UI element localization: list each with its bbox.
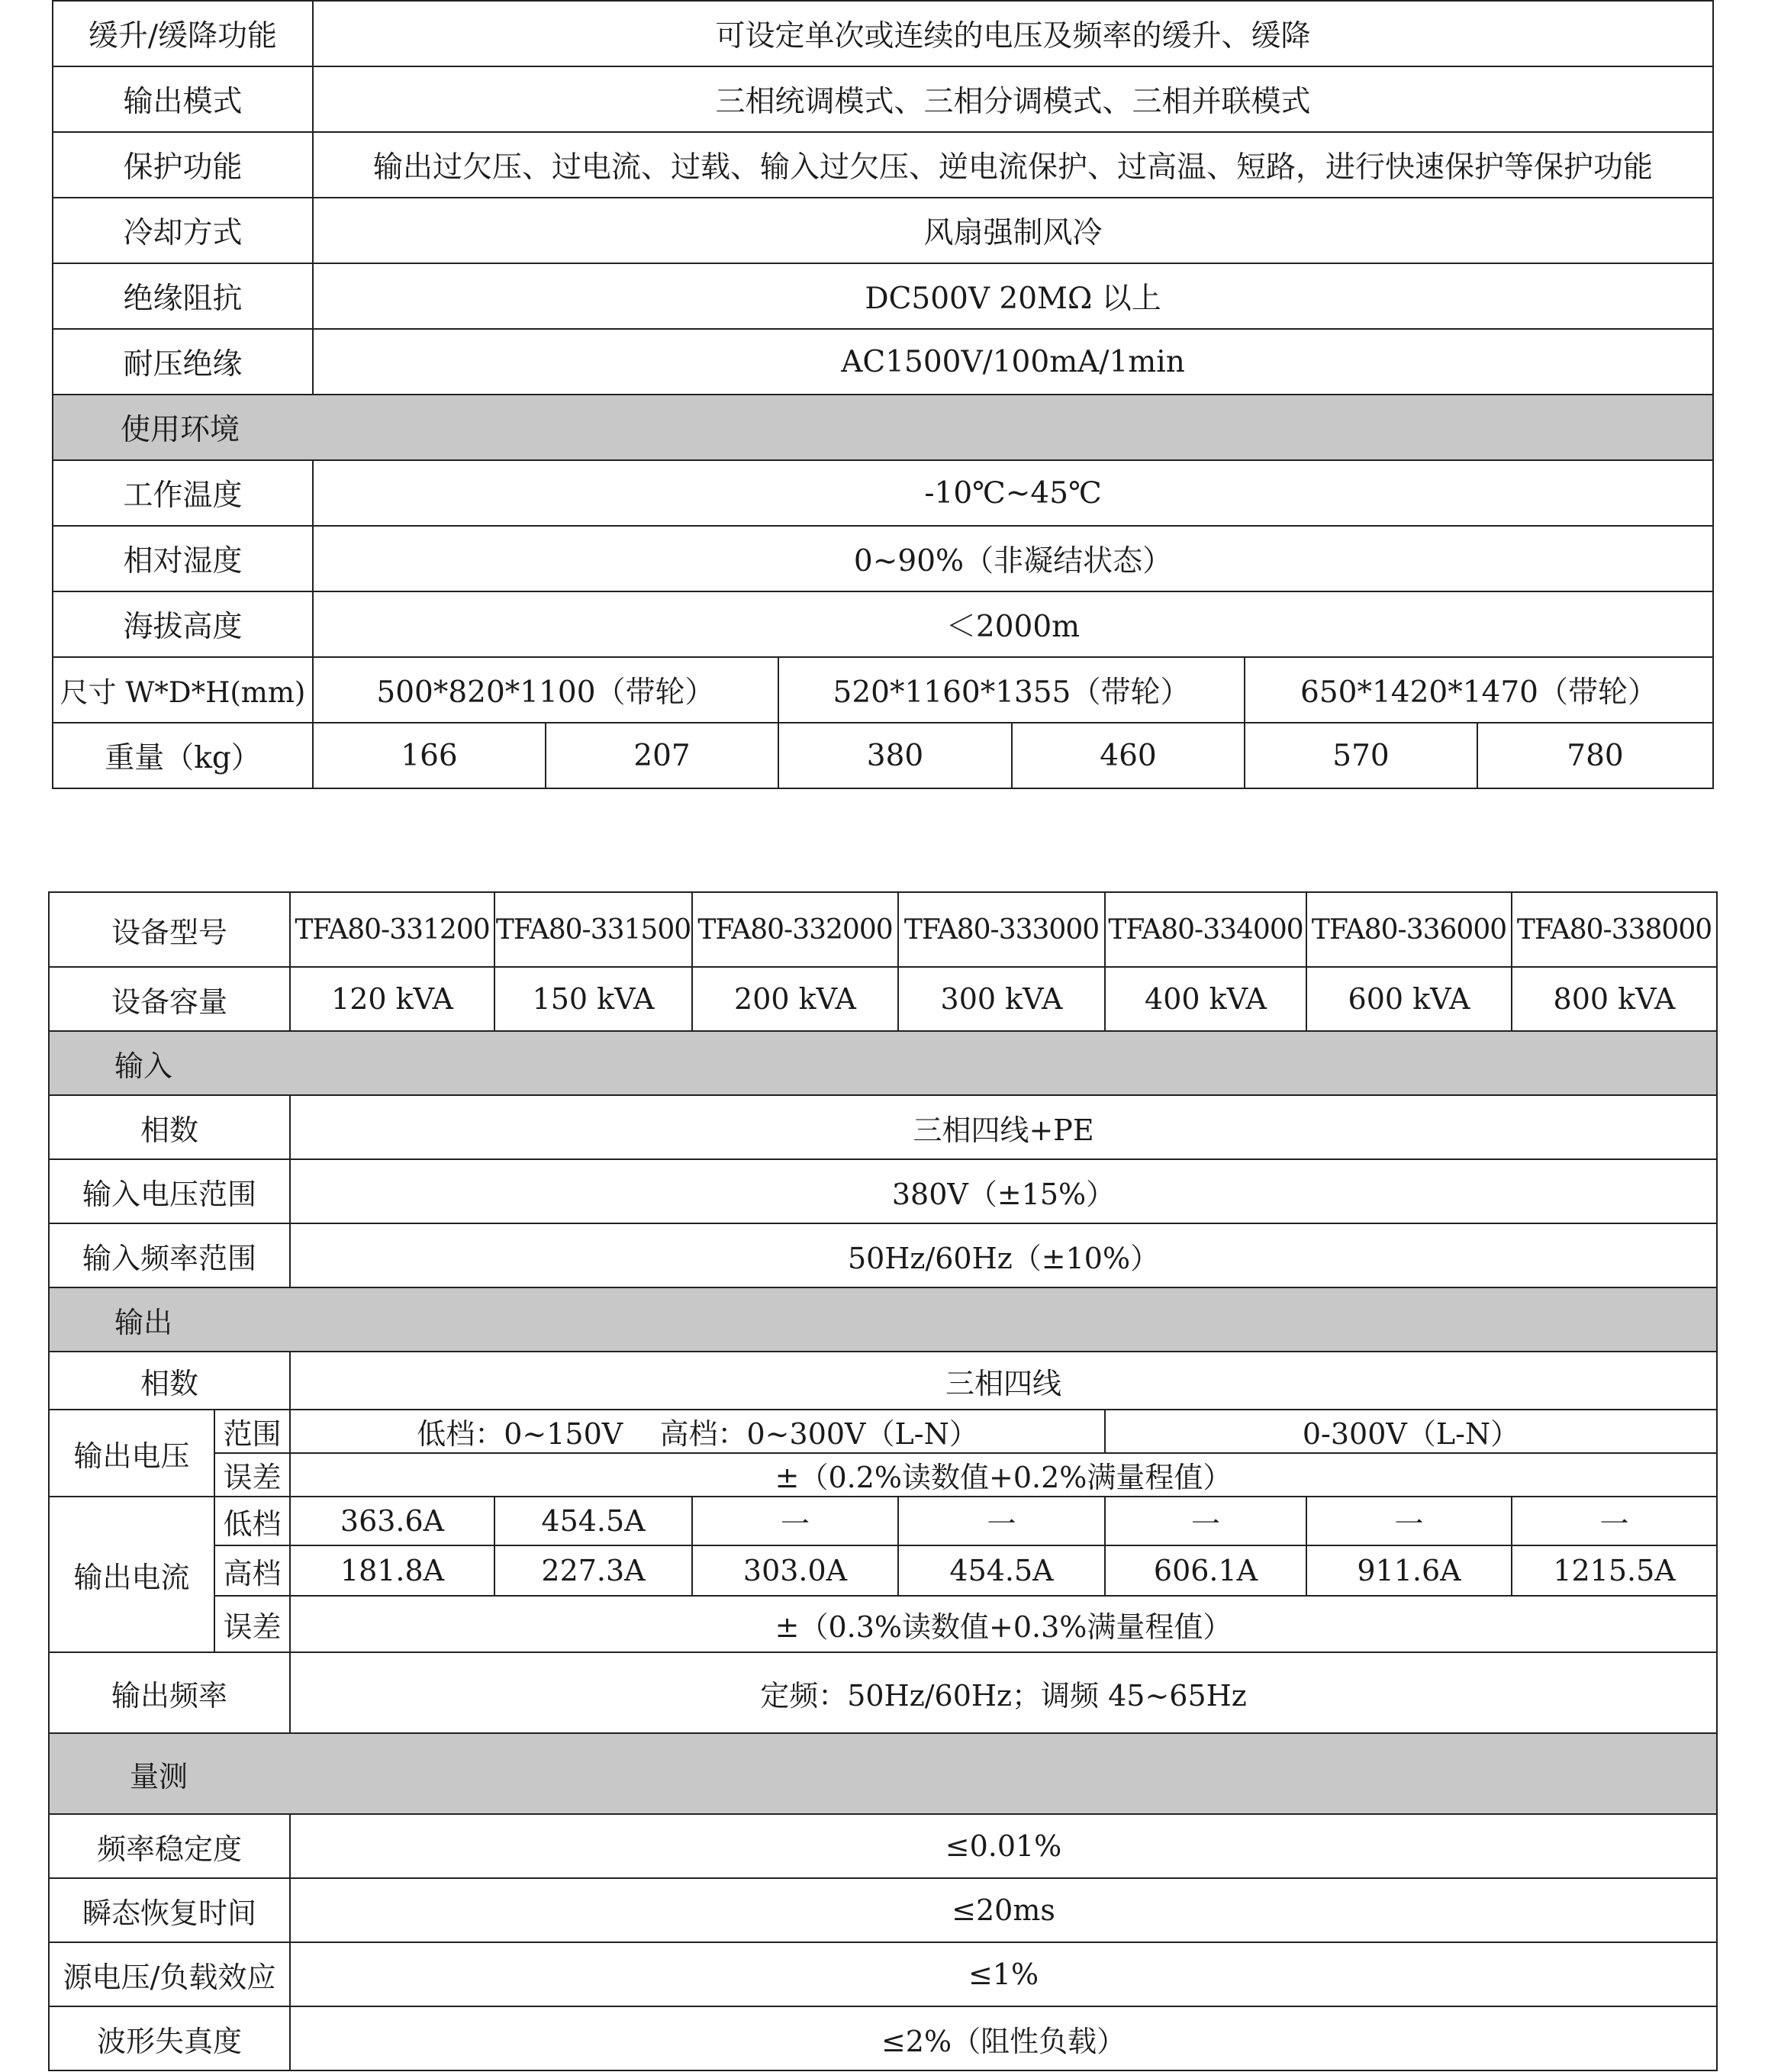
output-voltage-error-row <box>49 1453 1717 1497</box>
current-cell: 227.3A <box>494 1545 692 1596</box>
row-value: 可设定单次或连续的电压及频率的缓升、缓降 <box>313 1 1713 66</box>
current-cell: 606.1A <box>1105 1545 1306 1596</box>
table-row <box>53 66 1713 132</box>
row-label: 缓升/缓降功能 <box>53 1 313 66</box>
current-cell: 一 <box>1512 1497 1717 1545</box>
table-row <box>49 1652 1717 1733</box>
sub-label: 范围 <box>214 1410 290 1453</box>
current-cell: 911.6A <box>1306 1545 1512 1596</box>
section-header-measurement: 量测 <box>49 1733 1717 1814</box>
row-label: 耐压绝缘 <box>53 329 313 395</box>
row-value: 风扇强制风冷 <box>313 198 1713 263</box>
capacity-cell: 300 kVA <box>898 967 1105 1031</box>
model-cell: TFA80-331200 <box>290 892 494 967</box>
weight-cell: 166 <box>313 723 546 788</box>
section-header-input: 输入 <box>49 1031 1717 1095</box>
capacity-cell: 800 kVA <box>1512 967 1717 1031</box>
table-row <box>53 1 1713 66</box>
current-cell: 一 <box>898 1497 1105 1545</box>
table-row <box>53 263 1713 329</box>
row-label: 输出电流 <box>49 1497 214 1652</box>
output-voltage-range-row <box>49 1410 1717 1453</box>
row-value: 0~90%（非凝结状态） <box>313 526 1713 591</box>
capacity-cell: 200 kVA <box>692 967 898 1031</box>
row-label: 相对湿度 <box>53 526 313 591</box>
capacity-cell: 600 kVA <box>1306 967 1512 1031</box>
row-label: 输入电压范围 <box>49 1159 290 1223</box>
row-label: 瞬态恢复时间 <box>49 1878 290 1942</box>
weight-cell: 780 <box>1477 723 1713 788</box>
current-cell: 一 <box>1306 1497 1512 1545</box>
table-row <box>49 1352 1717 1410</box>
weight-cell: 380 <box>778 723 1012 788</box>
current-cell: 1215.5A <box>1512 1545 1717 1596</box>
current-cell: 363.6A <box>290 1497 494 1545</box>
table-row <box>53 329 1713 395</box>
voltage-range-value: 低档：0~150V 高档：0~300V（L-N） <box>290 1410 1105 1453</box>
table-row <box>53 723 1713 788</box>
row-label: 保护功能 <box>53 132 313 198</box>
capacity-cell: 120 kVA <box>290 967 494 1031</box>
row-label: 海拔高度 <box>53 591 313 657</box>
row-label: 源电压/负载效应 <box>49 1942 290 2006</box>
size-cell: 500*820*1100（带轮） <box>313 657 778 723</box>
model-cell: TFA80-331500 <box>494 892 692 967</box>
model-cell: TFA80-333000 <box>898 892 1105 967</box>
model-cell: TFA80-336000 <box>1306 892 1512 967</box>
current-cell: 454.5A <box>494 1497 692 1545</box>
row-value: 380V（±15%） <box>290 1159 1717 1223</box>
current-cell: 一 <box>692 1497 898 1545</box>
sub-label: 误差 <box>214 1596 290 1652</box>
row-value: 三相统调模式、三相分调模式、三相并联模式 <box>313 66 1713 132</box>
weight-cell: 460 <box>1012 723 1245 788</box>
sub-label: 低档 <box>214 1497 290 1545</box>
section-header-row <box>53 395 1713 460</box>
output-current-high-row <box>49 1545 1717 1596</box>
row-value: 50Hz/60Hz（±10%） <box>290 1223 1717 1287</box>
current-error-value: ±（0.3%读数值+0.3%满量程值） <box>290 1596 1717 1652</box>
table-row <box>49 1878 1717 1942</box>
row-label: 绝缘阻抗 <box>53 263 313 329</box>
section-header-row <box>49 1287 1717 1352</box>
table-row <box>53 460 1713 526</box>
section-header-environment: 使用环境 <box>53 395 1713 460</box>
row-value: 三相四线 <box>290 1352 1717 1410</box>
row-label: 设备型号 <box>49 892 290 967</box>
row-value: DC500V 20MΩ 以上 <box>313 263 1713 329</box>
current-cell: 一 <box>1105 1497 1306 1545</box>
size-cell: 520*1160*1355（带轮） <box>778 657 1245 723</box>
table-row <box>53 198 1713 263</box>
capacity-row <box>49 967 1717 1031</box>
weight-cell: 207 <box>546 723 778 788</box>
row-label: 输出电压 <box>49 1410 214 1497</box>
row-label: 输入频率范围 <box>49 1223 290 1287</box>
weight-cell: 570 <box>1245 723 1477 788</box>
row-label: 设备容量 <box>49 967 290 1031</box>
row-value: ＜2000m <box>313 591 1713 657</box>
row-label: 输出模式 <box>53 66 313 132</box>
model-row <box>49 892 1717 967</box>
size-cell: 650*1420*1470（带轮） <box>1245 657 1713 723</box>
current-cell: 181.8A <box>290 1545 494 1596</box>
row-label: 工作温度 <box>53 460 313 526</box>
current-cell: 454.5A <box>898 1545 1105 1596</box>
voltage-range-value: 0-300V（L-N） <box>1105 1410 1717 1453</box>
row-label: 尺寸 W*D*H(mm) <box>53 657 313 723</box>
table-row <box>53 657 1713 723</box>
voltage-error-value: ±（0.2%读数值+0.2%满量程值） <box>290 1453 1717 1497</box>
table-row <box>53 526 1713 591</box>
sub-label: 高档 <box>214 1545 290 1596</box>
row-value: -10℃~45℃ <box>313 460 1713 526</box>
row-value: AC1500V/100mA/1min <box>313 329 1713 395</box>
output-current-low-row <box>49 1497 1717 1545</box>
row-label: 重量（kg） <box>53 723 313 788</box>
table-row <box>49 1159 1717 1223</box>
row-label: 相数 <box>49 1352 290 1410</box>
section-header-row <box>49 1733 1717 1814</box>
table-row <box>49 1095 1717 1159</box>
row-label: 输出频率 <box>49 1652 290 1733</box>
row-value: 定频：50Hz/60Hz；调频 45~65Hz <box>290 1652 1717 1733</box>
table-row <box>49 2006 1717 2070</box>
model-cell: TFA80-338000 <box>1512 892 1717 967</box>
row-value: 输出过欠压、过电流、过载、输入过欠压、逆电流保护、过高温、短路，进行快速保护等保护功能 <box>313 132 1713 198</box>
row-label: 波形失真度 <box>49 2006 290 2070</box>
row-value: ≤2%（阻性负载） <box>290 2006 1717 2070</box>
sub-label: 误差 <box>214 1453 290 1497</box>
row-value: 三相四线+PE <box>290 1095 1717 1159</box>
section-header-output: 输出 <box>49 1287 1717 1352</box>
section-header-row <box>49 1031 1717 1095</box>
table-row <box>53 132 1713 198</box>
current-cell: 303.0A <box>692 1545 898 1596</box>
row-value: ≤20ms <box>290 1878 1717 1942</box>
row-label: 频率稳定度 <box>49 1814 290 1878</box>
table-row <box>49 1223 1717 1287</box>
row-label: 冷却方式 <box>53 198 313 263</box>
table-row <box>53 591 1713 657</box>
table-row <box>49 1942 1717 2006</box>
capacity-cell: 400 kVA <box>1105 967 1306 1031</box>
output-current-error-row <box>49 1596 1717 1652</box>
spec-table-continued <box>52 0 1714 789</box>
table-row <box>49 1814 1717 1878</box>
row-label: 相数 <box>49 1095 290 1159</box>
model-cell: TFA80-332000 <box>692 892 898 967</box>
spec-table-models <box>48 891 1718 2071</box>
row-value: ≤1% <box>290 1942 1717 2006</box>
row-value: ≤0.01% <box>290 1814 1717 1878</box>
model-cell: TFA80-334000 <box>1105 892 1306 967</box>
capacity-cell: 150 kVA <box>494 967 692 1031</box>
